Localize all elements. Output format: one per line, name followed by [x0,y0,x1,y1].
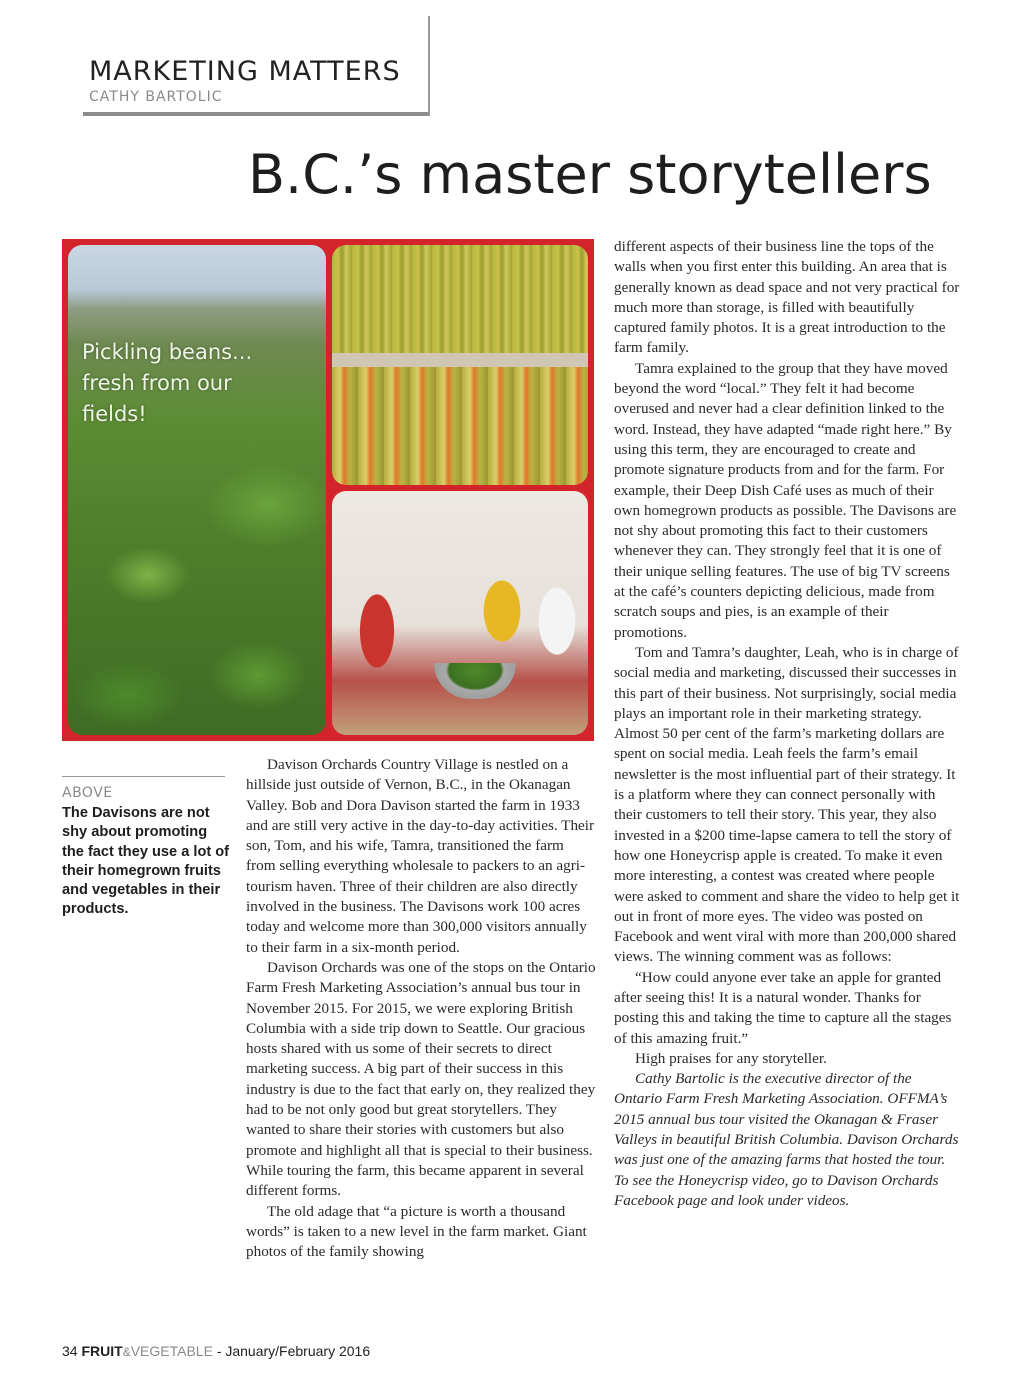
paragraph: The old adage that “a picture is worth a thousand words” is taken to a new level in the farm market. Giant photos of the family showing [246,1202,587,1261]
overlay-line-2: fresh from our [82,371,232,395]
quote-paragraph: “How could anyone ever take an apple for granted after seeing this! It is a natural wonder. Thanks for posting this and taking the time to capture all the stages of this amazing fruit.” [614,968,952,1047]
pickled-beans-photo [332,245,588,485]
column-author: CATHY BARTOLIC [89,89,223,105]
magazine-name-fruit: FRUIT [81,1343,123,1359]
shelf [332,353,588,367]
paragraph: Tom and Tamra’s daughter, Leah, who is in charge of social media and marketing, discussed their successes in this part of their business. Not surprisingly, social media plays an important role in their marketing strategy. Almost 50 per cent of the farm’s marketing dollars are spent on social media. Leah feels the farm’s email newsletter is the most influential part of their strategy. It is a platform where they can connect personally with their customers to tell their story. This year, they also invested in a $200 time-lapse camera to tell the story of how one Honeycrisp apple is created. To make it even more interesting, a contest was created where people were asked to comment and share the video to help get it out in front of more eyes. The video was posted on Facebook and went viral with more than 200,000 shared views. The winning comment was as follows: [614,643,960,966]
page-footer [62,1343,370,1359]
paragraph: Davison Orchards was one of the stops on the Ontario Farm Fresh Marketing Association’s annual bus tour in November 2015. For 2015, we were exploring British Columbia with a side trip down to Seattle. Our gracious hosts shared with us some of their secrets to direct marketing success. A big part of their success in this industry is due to the fact that early on, they realized they had to be not only good but great storytellers. They wanted to share their stories with customers but also promote and highlight all that is special to their business. While touring the farm, this became apparent in several different forms. [246,958,596,1200]
bean-field-photo [68,245,326,735]
overlay-line-1: Pickling beans... [82,340,253,364]
magazine-ampersand: & [122,1345,131,1359]
paragraph: Davison Orchards Country Village is nestled on a hillside just outside of Vernon, B.C., in the Okanagan Valley. Bob and Dora Davison started the farm in 1933 and are still very active in the day-to-day activities. Their son, Tom, and his wife, Tamra, transitioned the farm from selling everything wholesale to packers to an agri-tourism haven. Three of their children are also directly involved in the business. The Davisons work 100 acres today and welcome more than 300,000 visitors annually to their farm in a six-month period. [246,756,595,956]
caption-divider [62,776,225,777]
page-title: B.C.’s master storytellers [248,143,932,206]
kitchen-staff-photo [332,491,588,735]
paragraph: Tamra explained to the group that they have moved beyond the word “local.” They felt it had become overused and never had a clear definition linked to the word. Instead, they have adapted “made right here.” By using this term, they are encouraged to create and promote signature products from and for the farm. For example, their Deep Dish Café uses as much of their own homegrown products as possible. The Davisons are not shy about promoting this fact to their customers whenever they can. They strongly feel that it is one of their unique selling features. The use of big TV screens at the café’s counters depicting delicious, made from scratch soups and pies, is an example of their promotions. [614,359,957,641]
article-column-1 [246,755,596,1262]
overlay-line-3: fields! [82,402,147,426]
page-number: 34 [62,1343,78,1359]
paragraph-continuation: different aspects of their business line the tops of the walls when you first enter this building. An area that is generally known as dead space and not very practical for much more than storage, is filled with beautifully captured family photos. It is a great introduction to the farm family. [614,238,960,357]
column-title: MARKETING MATTERS [89,56,401,87]
jars [332,367,588,485]
photo-overlay-text [82,337,252,430]
caption-text: The Davisons are not shy about promoting the fact they use a lot of their homegrown fruits and vegetables in their products. [62,805,230,918]
magazine-name-vegetable: VEGETABLE [130,1343,213,1359]
article-column-2 [614,237,962,1211]
author-bio: Cathy Bartolic is the executive director of the Ontario Farm Fresh Marketing Association. OFFMA’s 2015 annual bus tour visited the Okanagan & Fraser Valleys in beautiful British Columbia. Davison Orchards was just one of the amazing farms that hosted the tour. To see the Honeycrisp video, go to Davison Orchards Facebook page and look under videos. [614,1070,959,1209]
paragraph: High praises for any storyteller. [635,1049,827,1067]
photo-collage [62,239,594,741]
bean-bowl [434,663,516,699]
caption-label: ABOVE [62,785,113,801]
issue-date: - January/February 2016 [216,1343,371,1359]
